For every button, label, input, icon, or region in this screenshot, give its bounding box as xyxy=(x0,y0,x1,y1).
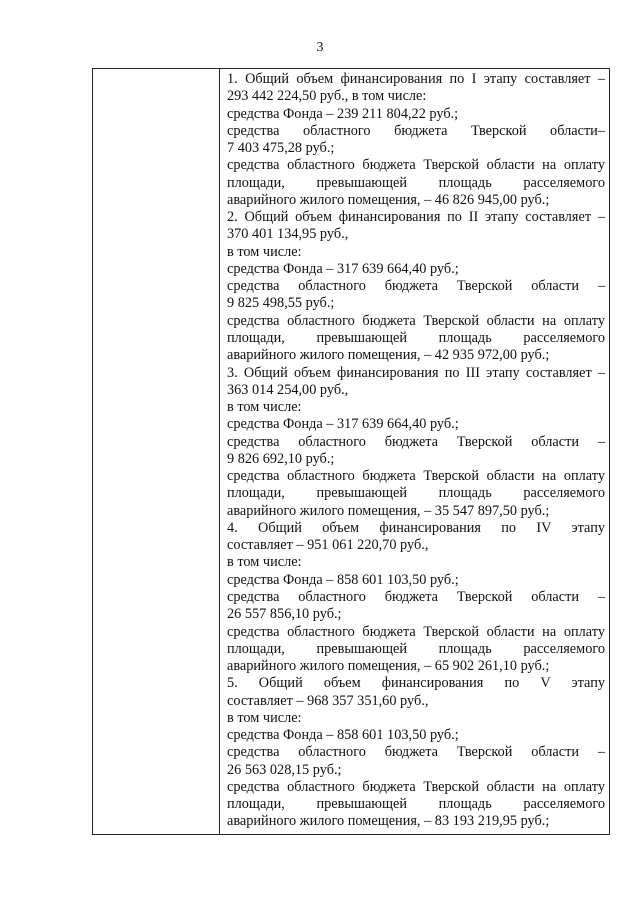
text-line: средства областного бюджета Тверской области– xyxy=(227,122,605,139)
text-line: 7 403 475,28 руб.; xyxy=(227,140,335,157)
text-line: 4. Общий объем финансирования по IV этапу xyxy=(227,519,605,536)
text-line: 9 826 692,10 руб.; xyxy=(227,450,335,467)
text-line: 363 014 254,00 руб., xyxy=(227,381,349,398)
text-line: аварийного жилого помещения, – 42 935 972,00 руб.; xyxy=(227,347,550,364)
text-line: средства областного бюджета Тверской области на оплату xyxy=(227,623,605,640)
text-line: средства Фонда – 317 639 664,40 руб.; xyxy=(227,260,459,277)
text-line: составляет – 951 061 220,70 руб., xyxy=(227,537,429,554)
text-line: 26 563 028,15 руб.; xyxy=(227,761,342,778)
text-line: аварийного жилого помещения, – 65 902 261,10 руб.; xyxy=(227,658,550,675)
text-line: средства областного бюджета Тверской области – xyxy=(227,744,605,761)
text-line: средства областного бюджета Тверской области на оплату xyxy=(227,468,605,485)
text-line: площади, превышающей площадь расселяемого xyxy=(227,485,605,502)
text-line: средства областного бюджета Тверской области – xyxy=(227,433,605,450)
text-line: аварийного жилого помещения, – 35 547 897,50 руб.; xyxy=(227,502,550,519)
text-line: 1. Общий объем финансирования по I этапу составляет – xyxy=(227,71,605,87)
text-line: в том числе: xyxy=(227,243,302,260)
text-line: средства Фонда – 858 601 103,50 руб.; xyxy=(227,571,459,588)
text-line: 9 825 498,55 руб.; xyxy=(227,295,335,312)
text-line: 3. Общий объем финансирования по III этапу составляет – xyxy=(227,364,605,381)
text-line: аварийного жилого помещения, – 83 193 219,95 руб.; xyxy=(227,813,550,830)
text-line: средства Фонда – 317 639 664,40 руб.; xyxy=(227,416,459,433)
text-line: площади, превышающей площадь расселяемого xyxy=(227,796,605,813)
text-line: средства областного бюджета Тверской области – xyxy=(227,278,605,295)
text-line: площади, превышающей площадь расселяемого xyxy=(227,329,605,346)
text-line: в том числе: xyxy=(227,554,302,571)
text-line: средства областного бюджета Тверской области на оплату xyxy=(227,778,605,795)
text-line: 26 557 856,10 руб.; xyxy=(227,606,342,623)
table-left-cell xyxy=(93,69,220,834)
text-line: 5. Общий объем финансирования по V этапу xyxy=(227,675,605,692)
text-line: средства Фонда – 239 211 804,22 руб.; xyxy=(227,105,459,122)
text-line: составляет – 968 357 351,60 руб., xyxy=(227,692,429,709)
text-line: в том числе: xyxy=(227,709,302,726)
table-right-cell xyxy=(221,69,609,834)
text-line: 2. Общий объем финансирования по II этапу составляет – xyxy=(227,209,605,226)
text-line: средства Фонда – 858 601 103,50 руб.; xyxy=(227,727,459,744)
text-line: средства областного бюджета Тверской области – xyxy=(227,588,605,605)
text-line: площади, превышающей площадь расселяемого xyxy=(227,174,605,191)
content-table xyxy=(92,68,610,835)
text-line: в том числе: xyxy=(227,399,302,416)
text-line: 293 442 224,50 руб., в том числе: xyxy=(227,88,427,105)
text-line: средства областного бюджета Тверской области на оплату xyxy=(227,312,605,329)
text-line: 370 401 134,95 руб., xyxy=(227,226,349,243)
text-line: средства областного бюджета Тверской области на оплату xyxy=(227,157,605,174)
text-line: аварийного жилого помещения, – 46 826 945,00 руб.; xyxy=(227,191,550,208)
page-number: 3 xyxy=(316,40,324,55)
text-line: площади, превышающей площадь расселяемого xyxy=(227,640,605,657)
